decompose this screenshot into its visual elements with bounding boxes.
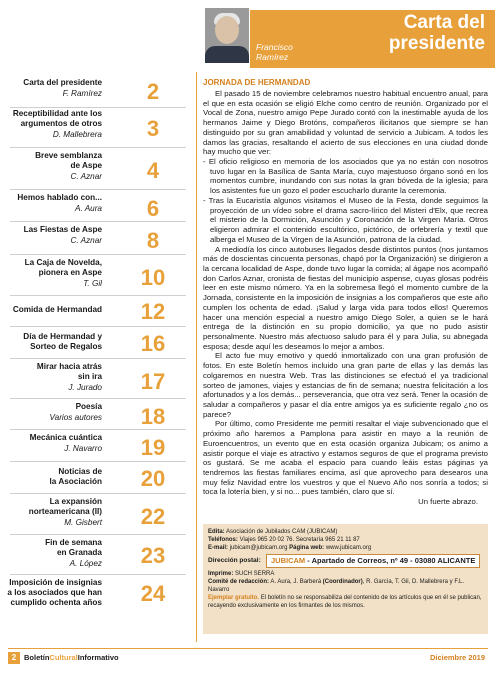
- toc-item-page: 20: [140, 466, 166, 491]
- toc-item-title: Hemos hablado con...: [17, 193, 102, 202]
- toc-item-title: Poesía: [75, 402, 102, 411]
- toc-item-author: F. Ramírez: [62, 89, 102, 98]
- credits-printer: Imprime: SUCH SERRA: [208, 571, 275, 577]
- page-header: [0, 0, 495, 72]
- column-divider: [196, 72, 197, 642]
- email-link[interactable]: jubicam@jubicam.org: [229, 545, 288, 551]
- page-title-line-2: presidente: [388, 33, 485, 54]
- toc-item-page: 8: [146, 228, 160, 253]
- toc-item-title: Receptibilidad ante los argumentos de otros: [12, 109, 102, 129]
- page-title-line-1: Carta del: [403, 12, 485, 33]
- credits-disclaimer: Ejemplar gratuito. El boletín no se responsabiliza del contenido de los artículos que en él se publican, recayendo exclusivamente en los firmantes de los mismos.: [208, 595, 482, 609]
- toc-item-author: A. Aura: [74, 204, 102, 213]
- article-paragraph: A mediodía los cinco autobuses llegados desde distintos puntos (nos juntamos más de doscientas cincuenta personas, chapó por la Organización) se dirigieron a la cercana localidad de Aspe, donde tuvo lugar la comida; al ágape nos acompañó don Carlos Aznar, cronista de fiestas del municipio aspense, cuyas glosas podréis leer en este mismo número. Ya en la sobremesa llegó el momento cumbre de la Jornada, consistente en la imposición de insignias a los compañeros que este año cumplen los ochenta de edad. ¡Salud y larga vida para todos ellos! Queremos hacer una mención especial a nuestro amigo Diego Soler, a quien se le hará entrega de la distinción en su propio domicilio, ya que no pudo asistir personalmente. Nuestro más afectuoso saludo para él y para Julia, su abnegada esposa; desde aquí les deseamos lo mejor a ambos.: [203, 244, 488, 351]
- toc-item-page: 2: [146, 79, 160, 104]
- article-bullet: - El oficio religioso en memoria de los asociados que ya no están con nosotros tuvo lugar en la Basílica de Santa María, cuyo majestuoso órgano sonó en los momentos cumbre, inundando con sus notas la gran bóveda de la iglesia; para los asistentes fue un gozo el poder escucharlo durante la ceremonia.: [203, 157, 488, 196]
- toc-divider: [10, 107, 186, 108]
- toc-item-title: Mecánica cuántica: [29, 433, 102, 442]
- toc-item-title: La Caja de Novelda, pionera en Aspe: [24, 258, 102, 278]
- credits-phones: Teléfonos: Viajes 965 20 02 76. Secretaría 965 21 11 87: [208, 537, 360, 543]
- toc-divider: [10, 254, 186, 255]
- page-number: 2: [8, 652, 20, 664]
- toc-item-author: A. López: [69, 559, 102, 568]
- toc-item-page: 23: [140, 543, 166, 568]
- toc-item-title: Breve semblanza de Aspe: [35, 151, 102, 171]
- article-signoff: Un fuerte abrazo.: [418, 497, 478, 507]
- toc-item-page: 6: [146, 196, 160, 221]
- toc-item-title: Mirar hacia atrás sin ira: [36, 362, 102, 382]
- article-heading: JORNADA DE HERMANDAD: [203, 78, 311, 87]
- toc-item-page: 3: [146, 116, 160, 141]
- header-author: [256, 42, 326, 62]
- toc-item-author: C. Aznar: [70, 172, 102, 181]
- toc-item-page: 12: [140, 299, 166, 324]
- toc-divider: [10, 461, 186, 462]
- toc-divider: [10, 295, 186, 296]
- web-link[interactable]: www.jubicam.org: [325, 545, 372, 551]
- article-paragraph: El pasado 15 de noviembre celebramos nuestro habitual encuentro anual, para el que en esta ocasión se eligió Elche como centro de reunión. Organizado por el Vocal de Zona, nuestro amigo Pepe Jurado contó con la inestimable ayuda de los hermanos Jaime y Diego Brotóns, compañeros ilicitanos que siempre se han distinguido por su gran amabilidad y voluntad de servicio a Jubicam. A todos les damos las gracias, resaltando el acierto de sus elecciones en una ciudad donde hay mucho que ver:: [203, 89, 488, 157]
- toc-item-author: J. Navarro: [64, 444, 102, 453]
- author-last-name: Ramírez: [256, 52, 289, 62]
- author-photo: [205, 8, 249, 63]
- toc-item-author: Varios autores: [49, 413, 102, 422]
- toc-divider: [10, 574, 186, 575]
- toc-item-title: Fin de semana en Granada: [45, 538, 102, 558]
- toc-item-page: 19: [140, 435, 166, 460]
- toc-divider: [10, 493, 186, 494]
- toc-item-title: Día de Hermandad y Sorteo de Regalos: [23, 332, 102, 352]
- toc-item-author: J. Jurado: [68, 383, 102, 392]
- article: [203, 78, 488, 507]
- credits-postal: Dirección postal: JUBICAM - Apartado de Correos, nº 49 - 03080 ALICANTE: [208, 554, 483, 568]
- toc-divider: [10, 326, 186, 327]
- toc-item-title: Carta del presidente: [23, 78, 102, 87]
- toc-item-page: 22: [140, 504, 166, 529]
- toc-item-title: Comida de Hermandad: [12, 305, 102, 314]
- toc-item-author: D. Mallebrera: [52, 130, 102, 139]
- table-of-contents: [0, 72, 196, 642]
- page-footer: [0, 648, 495, 676]
- page-title: [335, 12, 485, 54]
- toc-item-title: Las Fiestas de Aspe: [23, 225, 102, 234]
- toc-divider: [10, 398, 186, 399]
- issue-date: Diciembre 2019: [429, 653, 485, 662]
- toc-divider: [10, 147, 186, 148]
- toc-item-page: 16: [140, 331, 166, 356]
- toc-item-page: 18: [140, 404, 166, 429]
- postal-address-box: JUBICAM - Apartado de Correos, nº 49 - 03080 ALICANTE: [266, 554, 480, 568]
- credits-box: [203, 524, 488, 634]
- toc-item-page: 17: [140, 369, 166, 394]
- footer-rule: [8, 648, 488, 649]
- toc-item-page: 24: [140, 581, 166, 606]
- toc-item-page: 10: [140, 265, 166, 290]
- article-paragraph: Por último, como Presidente me permití resaltar el viaje subvencionado que el próximo año haremos a Pamplona para asistir en mayo a la reunión de Euroencuentros, un evento que en esta ocasión organiza Jubicam; os animo a asistir porque el viaje es atractivo y estamos seguros de que el programa previsto os gustará. Se me acaba el espacio para cuando leáis estas páginas ya tendremos las fiestas familiares encima, así que aprovecho para desearos una muy feliz Navidad entre los vuestros y que el Nuevo Año nos sonría a todos; si toca la lotería bien, y si no... pues también, claro que sí.: [203, 419, 488, 497]
- toc-item-author: C. Aznar: [70, 236, 102, 245]
- publication-name: BoletínCulturalInformativo: [24, 653, 119, 662]
- toc-divider: [10, 358, 186, 359]
- toc-divider: [10, 221, 186, 222]
- author-first-name: Francisco: [256, 42, 293, 52]
- toc-item-title: Imposición de insignias a los asociados que han cumplido ochenta años: [7, 578, 102, 608]
- article-paragraph: El acto fue muy emotivo y quedó inmortalizado con una gran profusión de fotos. En este Boletín hemos incluido una gran parte de ellas y las demás las colgaremos en nuestra Web. Tras las distinciones se efectuó el ya tradicional sorteo de jamones, viajes y estancias de fin de semana; nuestra felicitación a los afortunados y a los demás... perseverancia, que otra vez será. Tener la ocasión de saludar a compañeros y pasar el día entre amigos ya es suficiente regalo ¿no os parece?: [203, 351, 488, 419]
- toc-divider: [10, 429, 186, 430]
- credits-edita: Edita: Asociación de Jubilados CAM (JUBICAM): [208, 529, 338, 535]
- toc-item-author: M. Gisbert: [64, 518, 102, 527]
- toc-divider: [10, 189, 186, 190]
- toc-item-title: La expansión norteamericana (II): [28, 497, 102, 517]
- credits-committee: Comité de redacción: A. Aura, J. Barberá (Coordinador), R. García, T. Gil, D. Mallebrera y F.L. Navarro: [208, 579, 464, 593]
- toc-item-title: Noticias de la Asociación: [49, 467, 102, 487]
- article-bullet: - Tras la Eucaristía algunos visitamos el Museo de la Festa, donde seguimos la proyección de un vídeo sobre el drama sacro-lírico del Misteri d'Elx, que recrea el misterio de la Dormición, Asunción y Coronación de la Virgen María. Otros eligieron admirar el contenido escultórico, pictórico, de orfebrería y textil que alberga el Museo de la Virgen de la Asunción, patrona de la ciudad.: [203, 195, 488, 244]
- toc-divider: [10, 534, 186, 535]
- toc-item-author: T. Gil: [83, 279, 102, 288]
- toc-item-page: 4: [146, 158, 160, 183]
- credits-contact: E-mail: jubicam@jubicam.org Página web: www.jubicam.org: [208, 545, 372, 551]
